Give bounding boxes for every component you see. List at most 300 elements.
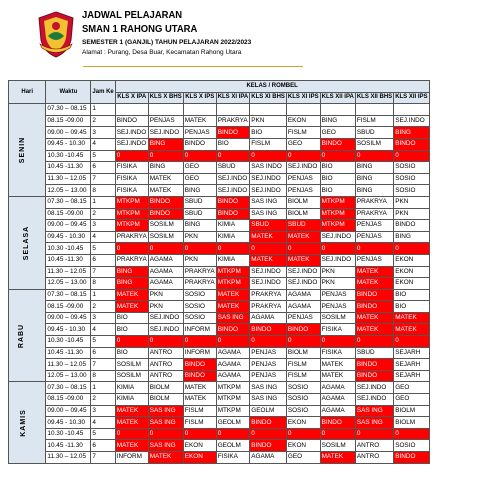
subject-cell: BINDO: [394, 220, 429, 232]
subject-cell: SOSIO: [394, 173, 429, 185]
day-label: KAMIS: [19, 408, 27, 437]
subject-cell: 0: [250, 150, 287, 162]
subject-cell: SAS ING: [250, 208, 287, 220]
day-label: RABU: [18, 323, 26, 348]
subject-cell: PENJAS: [250, 347, 287, 359]
subject-cell: BIO: [115, 324, 148, 336]
subject-cell: SEJ.INDO: [250, 173, 287, 185]
subject-cell: FISLM: [355, 115, 393, 127]
subject-cell: MATEK: [115, 417, 148, 429]
subject-cell: ANTRO: [148, 359, 183, 371]
subject-cell: SEJ.INDO: [216, 173, 250, 185]
jam-cell: 5: [91, 428, 115, 440]
subject-cell: SAS ING: [250, 196, 287, 208]
table-row: [9, 312, 430, 324]
subject-cell: KIMIA: [216, 231, 250, 243]
subject-cell: 0: [148, 243, 183, 255]
time-cell: 08.15 -09.00: [46, 301, 91, 313]
subject-cell: [115, 104, 148, 116]
subject-cell: SOSILM: [148, 231, 183, 243]
subject-cell: BIO: [320, 162, 355, 174]
school-crest-icon: [36, 10, 76, 58]
time-cell: 10.30 -10.45: [46, 428, 91, 440]
subject-cell: SBUD: [216, 162, 250, 174]
subject-cell: SOSIO: [286, 405, 320, 417]
subject-cell: BING: [355, 185, 393, 197]
time-cell: 11.30 – 12.05: [46, 452, 91, 464]
subject-cell: FISLM: [286, 127, 320, 139]
subject-cell: INFORM: [183, 347, 216, 359]
subject-cell: MATEK: [183, 382, 216, 394]
subject-cell: 0: [216, 243, 250, 255]
subject-cell: BINDO: [250, 440, 287, 452]
subject-cell: BIOLM: [286, 208, 320, 220]
subject-cell: PRAKRYA: [355, 196, 393, 208]
subject-cell: PKN: [183, 231, 216, 243]
subject-cell: 0: [216, 336, 250, 348]
header: [36, 8, 495, 66]
subject-cell: [148, 104, 183, 116]
subject-cell: GEOLM: [216, 440, 250, 452]
time-cell: 08.15 -09.00: [46, 115, 91, 127]
subject-cell: SAS ING: [148, 417, 183, 429]
subject-cell: MTKPM: [320, 208, 355, 220]
subject-cell: AGAMA: [320, 405, 355, 417]
subject-cell: MATEK: [355, 312, 393, 324]
subject-cell: PRAKRYA: [250, 301, 287, 313]
time-cell: 12.05 – 13.00: [46, 278, 91, 290]
subject-cell: PRAKRYA: [183, 266, 216, 278]
subject-cell: SEJ.INDO: [250, 266, 287, 278]
jam-cell: 3: [91, 220, 115, 232]
subject-cell: MATEK: [115, 301, 148, 313]
subject-cell: SBUD: [286, 220, 320, 232]
subject-cell: SAS ING: [250, 394, 287, 406]
subject-cell: MATEK: [286, 231, 320, 243]
time-cell: 09.00 – 09.45: [46, 220, 91, 232]
table-row: [9, 254, 430, 266]
table-row: [9, 452, 430, 464]
subject-cell: SOSILM: [115, 359, 148, 371]
subject-cell: 0: [355, 243, 393, 255]
subject-cell: FISLM: [183, 405, 216, 417]
jam-cell: 2: [91, 301, 115, 313]
subject-cell: SEJ.INDO: [320, 231, 355, 243]
subject-cell: [355, 104, 393, 116]
subject-cell: MATEK: [394, 312, 429, 324]
subject-cell: EKON: [183, 440, 216, 452]
subject-cell: PENJAS: [286, 185, 320, 197]
time-cell: 09.00 – 09.45: [46, 127, 91, 139]
jam-cell: 1: [91, 104, 115, 116]
jam-cell: 8: [91, 185, 115, 197]
jam-cell: 3: [91, 127, 115, 139]
subject-cell: INFORM: [183, 324, 216, 336]
subject-cell: MATEK: [250, 231, 287, 243]
subject-cell: 0: [394, 243, 429, 255]
subject-cell: PRAKRYA: [250, 289, 287, 301]
subject-cell: BINDO: [183, 138, 216, 150]
subject-cell: MATEK: [183, 394, 216, 406]
subject-cell: [320, 104, 355, 116]
jam-cell: 2: [91, 115, 115, 127]
subject-cell: AGAMA: [148, 278, 183, 290]
subject-cell: GEO: [183, 162, 216, 174]
subject-cell: EKON: [286, 440, 320, 452]
subject-cell: 0: [286, 150, 320, 162]
subject-cell: SEJ.INDO: [250, 185, 287, 197]
jam-cell: 4: [91, 231, 115, 243]
subject-cell: 0: [183, 243, 216, 255]
subject-cell: AGAMA: [216, 347, 250, 359]
subject-cell: SEJ.INDO: [115, 138, 148, 150]
subject-cell: SEJARH: [394, 359, 429, 371]
subject-cell: SEJ.INDO: [394, 115, 429, 127]
subject-cell: 0: [148, 150, 183, 162]
table-row: [9, 347, 430, 359]
subject-cell: AGAMA: [320, 394, 355, 406]
time-cell: 09.45 - 10.30: [46, 417, 91, 429]
subject-cell: MATEK: [355, 324, 393, 336]
subject-cell: SBUD: [183, 208, 216, 220]
subject-cell: BINDO: [183, 370, 216, 382]
subject-cell: AGAMA: [286, 289, 320, 301]
jam-cell: 6: [91, 440, 115, 452]
subject-cell: PKN: [250, 115, 287, 127]
subject-cell: SEJ.INDO: [115, 127, 148, 139]
subject-cell: MATEK: [286, 254, 320, 266]
subject-cell: 0: [394, 336, 429, 348]
day-cell: [9, 289, 46, 382]
subject-cell: SOSILM: [320, 312, 355, 324]
subject-cell: SAS ING: [355, 417, 393, 429]
subject-cell: SBUD: [355, 347, 393, 359]
table-row: [9, 115, 430, 127]
time-cell: 10.45 -11.30: [46, 254, 91, 266]
subject-cell: PENJAS: [183, 127, 216, 139]
jam-cell: 6: [91, 254, 115, 266]
subject-cell: BINDO: [216, 127, 250, 139]
subject-cell: BINDO: [355, 301, 393, 313]
subject-cell: MTKPM: [115, 196, 148, 208]
table-row: [9, 220, 430, 232]
subject-cell: SEJ.INDO: [355, 382, 393, 394]
time-cell: 09.45 - 10.30: [46, 138, 91, 150]
subject-cell: BINDO: [183, 359, 216, 371]
subject-cell: FISIKA: [115, 185, 148, 197]
subject-cell: BIO: [115, 347, 148, 359]
jam-cell: 1: [91, 289, 115, 301]
class-header: KLS X IPA: [115, 92, 148, 104]
subject-cell: MATEK: [355, 278, 393, 290]
subject-cell: SEJ.INDO: [216, 185, 250, 197]
subject-cell: BING: [115, 266, 148, 278]
subject-cell: MATEK: [183, 115, 216, 127]
header-divider: [83, 66, 303, 67]
subject-cell: BINDO: [320, 138, 355, 150]
table-row: [9, 417, 430, 429]
school-address: Alamat : Purang, Desa Buar, Kecamatan Rahong Utara: [82, 49, 242, 56]
subject-cell: BIOLM: [148, 394, 183, 406]
subject-cell: SAS ING: [250, 382, 287, 394]
jam-cell: 6: [91, 347, 115, 359]
subject-cell: BING: [394, 231, 429, 243]
table-row: [9, 324, 430, 336]
subject-cell: PENJAS: [355, 231, 393, 243]
jamke-header: Jam Ke: [91, 81, 115, 104]
subject-cell: SOSILM: [115, 370, 148, 382]
subject-cell: AGAMA: [216, 370, 250, 382]
jam-cell: 5: [91, 150, 115, 162]
subject-cell: MATEK: [320, 359, 355, 371]
jam-cell: 3: [91, 312, 115, 324]
day-cell: [9, 104, 46, 197]
subject-cell: PRAKRYA: [216, 115, 250, 127]
subject-cell: BINDO: [355, 289, 393, 301]
subject-cell: MTKPM: [216, 382, 250, 394]
day-cell: [9, 382, 46, 463]
day-cell: [9, 196, 46, 289]
time-cell: 07.30 – 08.15: [46, 104, 91, 116]
subject-cell: 0: [148, 336, 183, 348]
subject-cell: MTKPM: [216, 394, 250, 406]
time-cell: 09.00 – 09.45: [46, 312, 91, 324]
subject-cell: 0: [183, 336, 216, 348]
subject-cell: AGAMA: [148, 266, 183, 278]
table-row: [9, 231, 430, 243]
subject-cell: SEJ.INDO: [286, 278, 320, 290]
subject-cell: 0: [394, 150, 429, 162]
subject-cell: PENJAS: [148, 115, 183, 127]
subject-cell: BINDO: [355, 370, 393, 382]
jam-cell: 5: [91, 243, 115, 255]
table-row: [9, 127, 430, 139]
subject-cell: BINDO: [394, 452, 429, 464]
subject-cell: AGAMA: [250, 312, 287, 324]
table-row: [9, 336, 430, 348]
class-header: KLS XI IPS: [286, 92, 320, 104]
time-cell: 12.05 – 13.00: [46, 370, 91, 382]
day-label: SELASA: [23, 225, 31, 261]
subject-cell: MATEK: [320, 452, 355, 464]
subject-cell: AGAMA: [286, 301, 320, 313]
class-header: KLS XI IPA: [216, 92, 250, 104]
subject-cell: SOSIO: [183, 301, 216, 313]
subject-cell: EKON: [394, 278, 429, 290]
subject-cell: 0: [183, 150, 216, 162]
subject-cell: FISIKA: [320, 324, 355, 336]
subject-cell: BING: [394, 127, 429, 139]
class-header: KLS XII BHS: [355, 92, 393, 104]
subject-cell: 0: [320, 428, 355, 440]
subject-cell: PENJAS: [286, 173, 320, 185]
subject-cell: KIMIA: [216, 254, 250, 266]
schedule-table: [8, 80, 430, 464]
subject-cell: SOSILM: [148, 220, 183, 232]
waktu-header: Waktu: [46, 81, 91, 104]
table-row: [9, 208, 430, 220]
subject-cell: EKON: [394, 254, 429, 266]
subject-cell: KIMIA: [115, 394, 148, 406]
table-row: [9, 138, 430, 150]
subject-cell: EKON: [286, 417, 320, 429]
subject-cell: BINDO: [394, 138, 429, 150]
subject-cell: BINDO: [216, 208, 250, 220]
subject-cell: BIO: [216, 138, 250, 150]
jam-cell: 4: [91, 138, 115, 150]
hari-header: Hari: [9, 81, 46, 104]
subject-cell: KIMIA: [216, 220, 250, 232]
jam-cell: 4: [91, 417, 115, 429]
table-row: [9, 370, 430, 382]
table-row: [9, 440, 430, 452]
subject-cell: BIOLM: [148, 382, 183, 394]
subject-cell: GEO: [394, 394, 429, 406]
time-cell: 10.45 -11.30: [46, 440, 91, 452]
subject-cell: BING: [183, 220, 216, 232]
jam-cell: 4: [91, 324, 115, 336]
table-row: [9, 243, 430, 255]
subject-cell: 0: [286, 243, 320, 255]
semester-info: SEMESTER 1 (GANJIL) TAHUN PELAJARAN 2022/2023: [82, 39, 252, 46]
subject-cell: MTKPM: [320, 220, 355, 232]
subject-cell: 0: [394, 428, 429, 440]
subject-cell: 0: [355, 150, 393, 162]
subject-cell: KIMIA: [115, 382, 148, 394]
subject-cell: PENJAS: [286, 312, 320, 324]
subject-cell: GEO: [286, 138, 320, 150]
subject-cell: [183, 104, 216, 116]
subject-cell: PRAKRYA: [115, 231, 148, 243]
time-cell: 10.45 -11.30: [46, 162, 91, 174]
subject-cell: ANTRO: [355, 440, 393, 452]
subject-cell: MTKPM: [320, 196, 355, 208]
subject-cell: FISIKA: [216, 452, 250, 464]
time-cell: 07.30 – 08.15: [46, 289, 91, 301]
time-cell: 08.15 -09.00: [46, 208, 91, 220]
subject-cell: SEJ.INDO: [286, 266, 320, 278]
subject-cell: 0: [183, 428, 216, 440]
subject-cell: BING: [355, 162, 393, 174]
subject-cell: GEO: [286, 452, 320, 464]
subject-cell: MATEK: [250, 254, 287, 266]
time-cell: 09.00 – 09.45: [46, 405, 91, 417]
subject-cell: EKON: [286, 115, 320, 127]
table-row: [9, 104, 430, 116]
subject-cell: MATEK: [115, 405, 148, 417]
jam-cell: 6: [91, 162, 115, 174]
time-cell: 11.30 – 12.05: [46, 266, 91, 278]
subject-cell: SOSIO: [183, 289, 216, 301]
subject-cell: SEJ.INDO: [148, 312, 183, 324]
subject-cell: GEOLM: [250, 405, 287, 417]
subject-cell: SAS ING: [148, 405, 183, 417]
jam-cell: 8: [91, 278, 115, 290]
subject-cell: [250, 104, 287, 116]
subject-cell: 0: [286, 428, 320, 440]
class-header: KLS X IPS: [183, 92, 216, 104]
subject-cell: PRAKRYA: [115, 254, 148, 266]
subject-cell: 0: [148, 428, 183, 440]
subject-cell: PRAKRYA: [355, 208, 393, 220]
time-cell: 11.30 – 12.05: [46, 173, 91, 185]
time-cell: 07.30 – 08.15: [46, 196, 91, 208]
subject-cell: BINDO: [320, 417, 355, 429]
subject-cell: BINDO: [355, 359, 393, 371]
subject-cell: SEJ.INDO: [148, 324, 183, 336]
subject-cell: BIO: [320, 173, 355, 185]
subject-cell: PKN: [320, 278, 355, 290]
subject-cell: SAS ING: [355, 405, 393, 417]
subject-cell: 0: [250, 428, 287, 440]
subject-cell: FISLM: [286, 359, 320, 371]
table-row: [9, 405, 430, 417]
table-row: [9, 382, 430, 394]
subject-cell: BING: [320, 115, 355, 127]
subject-cell: SOSIO: [394, 185, 429, 197]
subject-cell: [216, 104, 250, 116]
subject-cell: BING: [355, 173, 393, 185]
subject-cell: 0: [320, 243, 355, 255]
table-row: [9, 266, 430, 278]
subject-cell: FISLM: [250, 138, 287, 150]
subject-cell: GEO: [320, 127, 355, 139]
subject-cell: BINDO: [250, 417, 287, 429]
class-header: KLS XI BHS: [250, 92, 287, 104]
table-row: [9, 394, 430, 406]
time-cell: 08.15 -09.00: [46, 394, 91, 406]
time-cell: 10.30 -10.45: [46, 336, 91, 348]
subject-cell: GEO: [183, 173, 216, 185]
subject-cell: PKN: [394, 196, 429, 208]
time-cell: 07.30 – 08.15: [46, 382, 91, 394]
subject-cell: PENJAS: [250, 359, 287, 371]
time-cell: 10.45 -11.30: [46, 347, 91, 359]
subject-cell: BINDO: [216, 196, 250, 208]
subject-cell: MATEK: [148, 185, 183, 197]
time-cell: 09.45 - 10.30: [46, 231, 91, 243]
subject-cell: 0: [115, 243, 148, 255]
subject-cell: PENJAS: [320, 289, 355, 301]
subject-cell: 0: [216, 150, 250, 162]
subject-cell: SEJ.INDO: [320, 254, 355, 266]
subject-cell: 0: [115, 336, 148, 348]
subject-cell: MATEK: [216, 301, 250, 313]
subject-cell: BIO: [115, 312, 148, 324]
table-row: [9, 173, 430, 185]
time-cell: 12.05 – 13.00: [46, 185, 91, 197]
subject-cell: SOSIO: [394, 162, 429, 174]
subject-cell: AGAMA: [148, 254, 183, 266]
subject-cell: SBUD: [355, 127, 393, 139]
subject-cell: MTKPM: [216, 278, 250, 290]
subject-cell: BIOLM: [286, 347, 320, 359]
jam-cell: 1: [91, 196, 115, 208]
subject-cell: ANTRO: [355, 452, 393, 464]
subject-cell: SOSIO: [394, 440, 429, 452]
class-header: KLS X BHS: [148, 92, 183, 104]
subject-cell: ANTRO: [148, 347, 183, 359]
subject-cell: FISLM: [286, 370, 320, 382]
table-row: [9, 162, 430, 174]
subject-cell: MTKPM: [115, 220, 148, 232]
subject-cell: [286, 104, 320, 116]
subject-cell: BINDO: [148, 196, 183, 208]
subject-cell: BINDO: [250, 324, 287, 336]
subject-cell: BING: [115, 278, 148, 290]
table-row: [9, 196, 430, 208]
subject-cell: GEO: [394, 382, 429, 394]
